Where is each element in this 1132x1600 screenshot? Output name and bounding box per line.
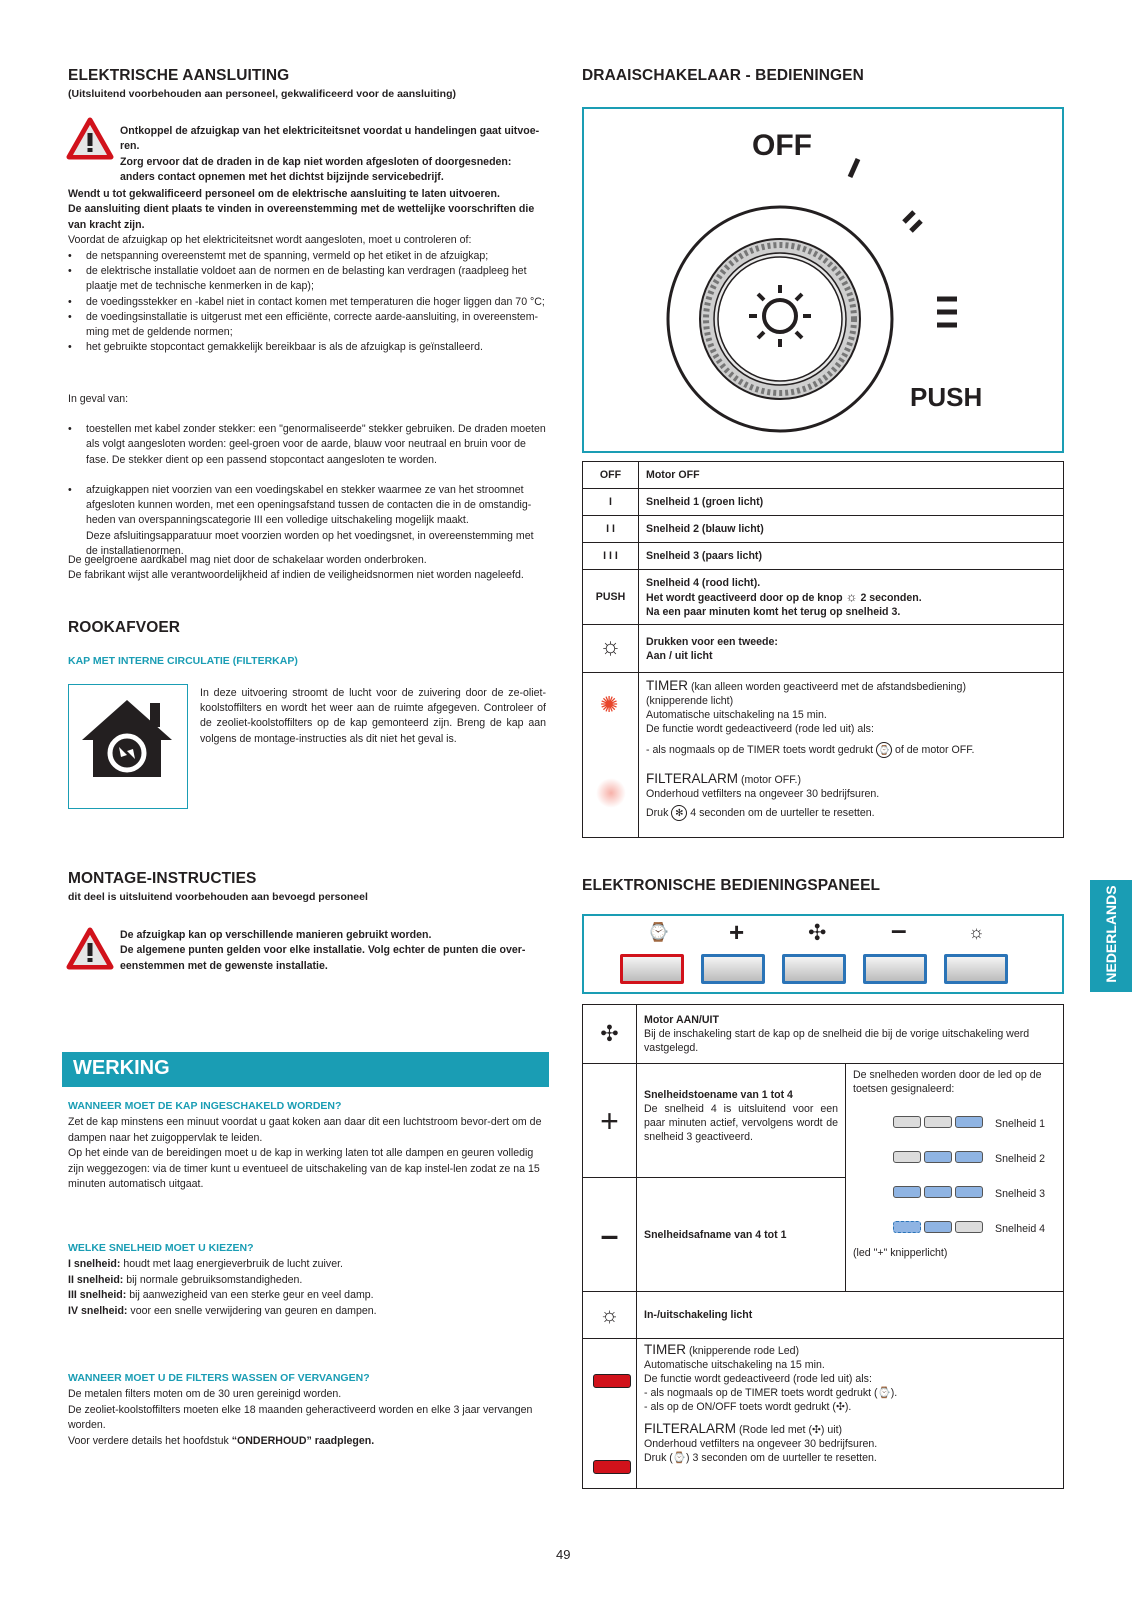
plus-button[interactable] — [701, 954, 765, 984]
electrical-bold-notes: Wendt u tot gekwalificeerd personeel om de elektrische aansluiting te laten uitvoeren. De aansluiting dient plaats te vinden in overeenstemming met de wettelijke voorschriften die van kracht zijn. — [68, 188, 535, 231]
panel-title: ELEKTRONISCHE BEDIENINGSPANEEL — [582, 877, 881, 894]
table-row: PUSH Snelheid 4 (rood licht). Het wordt geactiveerd door op de knop ☼ 2 seconden. Na een paar minuten komt het terug op snelheid 3. — [583, 570, 1064, 625]
minus-icon: – — [891, 914, 907, 945]
speed-3-indicator — [893, 1186, 989, 1202]
warning-icon — [66, 927, 114, 971]
table-row: ☼ In-/uitschakeling licht — [583, 1292, 1064, 1339]
list-item: • de voedingsinstallatie is uitgerust met een efficiënte, correcte aarde-aansluiting, in overeenstem-ming met de geldende normen; — [68, 310, 546, 340]
list-item: IV snelheid: voor een snelle verwijdering van geuren en dampen. — [68, 1304, 377, 1317]
electrical-intro: Voordat de afzuigkap op het elektriciteitsnet wordt aangesloten, moet u controleren of: — [68, 234, 472, 246]
rotary-title: DRAAISCHAKELAAR - BEDIENINGEN — [582, 67, 864, 84]
fan-icon: ✣ — [835, 1401, 845, 1413]
rotary-table — [582, 461, 1064, 838]
plus-icon: + — [729, 917, 745, 947]
timer-icon: ⌚ — [877, 1387, 891, 1399]
speed-indicator-note: De snelheden worden door de led op de toetsen gesignaleerd: — [853, 1069, 1042, 1095]
filter-alarm-led — [593, 1460, 631, 1474]
off-label: OFF — [752, 129, 812, 162]
speed-2-mark — [904, 212, 921, 231]
list-item: • afzuigkappen niet voorzien van een voedingskabel en stekker waarmee ze van het stroomnet afgesloten kunnen worden, met een openingsafstand tussen de contacten die in de omstandig-heden van overspanningscategorie III een volledige uitschakeling mogelijk maakt. Deze afsluitingsapparatuur moet voorzien worden op het voedingsnet, in overeenstemming met de installatienormen. — [68, 483, 546, 559]
mounting-warning: De afzuigkap kan op verschillende manieren gebruikt worden. De algemene punten gelden voor elke installatie. Volg echter de punten die over- eenstemmen met de gewenste installatie. — [120, 929, 526, 972]
list-item: • het gebruikte stopcontact gemakkelijk bereikbaar is als de afzuigkap is geïnstalleerd. — [68, 340, 546, 355]
minus-icon: – — [583, 1178, 637, 1292]
case-intro: In geval van: — [68, 393, 129, 405]
light-button[interactable] — [944, 954, 1008, 984]
electrical-title: ELEKTRISCHE AANSLUITING — [68, 67, 290, 84]
fan-icon: ✣ — [808, 920, 827, 945]
language-tab: NEDERLANDS — [1090, 880, 1132, 992]
motor-button[interactable] — [782, 954, 846, 984]
working-q3: WANNEER MOET U DE FILTERS WASSEN OF VERVANGEN? — [68, 1372, 370, 1384]
working-a1: Zet de kap minstens een minuut voordat u gaat koken aan daar dit een luchtstroom bevor-dert om de dampen naar het zuigoppervlak te leiden. Op het einde van de bereidingen moet u de kap in werking laten tot alle dampen en geuren volledig zijn weggezogen: via de timer kunt u eventueel de uitschakeling van de kap instel-len zodat ze na 15 minuten automatisch uitgaat. — [68, 1116, 542, 1191]
electrical-subtitle: (Uitsluitend voorbehouden aan personeel, gekwalificeerd voor de aansluiting) — [68, 88, 456, 100]
fan-icon: ✣ — [583, 1005, 637, 1064]
smoke-title: ROOKAFVOER — [68, 619, 181, 636]
warning-icon — [66, 117, 114, 161]
table-row: OFF Motor OFF — [583, 462, 1064, 489]
rotary-knob[interactable] — [668, 207, 892, 431]
electrical-footer: De geelgroene aardkabel mag niet door de schakelaar worden onderbroken. De fabrikant wijst alle verantwoordelijkheid af indien de veiligheidsnormen niet worden nageleefd. — [68, 554, 524, 582]
mounting-title: MONTAGE-INSTRUCTIES — [68, 870, 257, 887]
speed-list — [68, 1257, 548, 1319]
panel-table — [582, 1004, 1064, 1489]
speed-1-mark — [850, 159, 858, 177]
light-icon: ☼ — [845, 588, 858, 604]
table-row: ✺ TIMER (kan alleen worden geactiveerd met de afstandsbediening) (knipperende licht) Automatische uitschakeling na 15 min. De functie wordt gedeactiveerd (rode led uit) als: - als nogmaals op de TIMER toets wordt gedrukt ⌚ of de motor OFF. FILTERALARM (motor OFF.) Onderhoud vetfilters na ongeveer 30 bedrijfsuren. Druk ✻ 4 seconden om de uurteller te resetten. — [583, 673, 1064, 838]
table-row: ☼ Drukken voor een tweede: Aan / uit licht — [583, 625, 1064, 673]
electrical-warning: Ontkoppel de afzuigkap van het elektriciteitsnet voordat u handelingen gaat uitvoe- ren. Zorg ervoor dat de draden in de kap niet worden afgesloten of doorgesneden: anders contact opnemen met het dichtst bijzijnde servicebedrijf. — [120, 125, 540, 184]
minus-button[interactable] — [863, 954, 927, 984]
working-banner: WERKING — [62, 1052, 549, 1087]
filter-alarm-led — [596, 778, 626, 808]
electrical-cases — [68, 407, 546, 574]
recirculation-house-icon — [69, 685, 186, 807]
light-icon: ☼ — [599, 632, 622, 660]
timer-button[interactable] — [620, 954, 684, 984]
table-row: – Snelheidsafname van 4 tot 1 — [583, 1178, 1064, 1292]
page-number: 49 — [556, 1547, 571, 1562]
working-a3: De metalen filters moten om de 30 uren gereinigd worden. De zeoliet-koolstoffilters moeten elke 18 maanden geheractiveerd worden en elke 3 jaar vervangen worden. Voor verdere details het hoofdstuk “ONDERHOUD” raadplegen. — [68, 1388, 533, 1447]
list-item: • de voedingsstekker en -kabel niet in contact komen met temperaturen die hoger liggen dan 70 °C; — [68, 295, 546, 310]
list-item: III snelheid: bij aanwezigheid van een sterke geur en veel damp. — [68, 1289, 374, 1302]
list-item: I snelheid: houdt met laag energieverbruik de lucht zuiver. — [68, 1258, 343, 1270]
table-row: I I Snelheid 2 (blauw licht) — [583, 516, 1064, 543]
recirculation-icon-box — [68, 684, 188, 809]
light-icon: ☼ — [583, 1292, 637, 1339]
working-q1: WANNEER MOET DE KAP INGESCHAKELD WORDEN? — [68, 1100, 342, 1112]
table-row: TIMER (knipperende rode Led) Automatische uitschakeling na 15 min. De functie wordt gedeactiveerd (rode led uit) als: - als nogmaals op de TIMER toets wordt gedrukt (⌚). - als op de ON/OFF toets wordt gedrukt (✣). FILTERALARM (Rode led met (✣) uit) Onderhoud vetfilters na ongeveer 30 bedrijfsuren. Druk (⌚) 3 seconden om de uurteller te resetten. — [583, 1339, 1064, 1489]
table-row: I I I Snelheid 3 (paars licht) — [583, 543, 1064, 570]
speed-2-indicator — [893, 1151, 989, 1167]
timer-blink-icon: ✺ — [600, 692, 619, 717]
list-item: • de netspanning overeenstemt met de spanning, vermeld op het etiket in de afzuigkap; — [68, 249, 546, 264]
speed-3-mark — [937, 299, 957, 325]
rotary-knob-diagram — [582, 107, 1064, 453]
speed-4-indicator — [893, 1221, 989, 1237]
list-item: • de elektrische installatie voldoet aan de normen en de belasting kan verdragen (raadpleeg het plaatje met de technische kenmerken in de kap); — [68, 264, 546, 294]
fan-icon: ✣ — [811, 1424, 821, 1436]
mounting-subtitle: dit deel is uitsluitend voorbehouden aan bevoegd personeel — [68, 891, 368, 903]
push-label: PUSH — [910, 382, 983, 412]
control-panel-diagram — [582, 914, 1064, 994]
timer-led-blinking — [593, 1374, 631, 1388]
filter-icon: ✻ — [671, 805, 687, 821]
table-row: I Snelheid 1 (groen licht) — [583, 489, 1064, 516]
timer-icon: ⌚ — [672, 1452, 687, 1464]
timer-icon: ⌚ — [647, 922, 670, 942]
table-row: + Snelheidstoename van 1 tot 4 De snelheid 4 is uitsluitend voor een paar minuten actief, vervolgens wordt de snelheid 3 geactiveerd. De snelheden worden door de led op de toetsen gesignaleerd: Snelheid 1 Snelheid 2 Snelheid 3 Snelheid 4 (led "+" knipperlicht) — [583, 1064, 1064, 1178]
working-q2: WELKE SNELHEID MOET U KIEZEN? — [68, 1242, 254, 1254]
list-item: • toestellen met kabel zonder stekker: een "genormaliseerde" stekker gebruiken. De draden moeten als volgt aangesloten worden: geel-groen voor de aarde, blauw voor neutraal en bruin voor de fase. De stekker dient op een passend stopcontact aangesloten te worden. — [68, 422, 546, 468]
light-icon: ☼ — [968, 922, 985, 942]
plus-icon: + — [583, 1064, 637, 1178]
smoke-text: In deze uitvoering stroomt de lucht voor de zuivering door de ze-oliet-koolstoffilters en wordt het weer aan de ruimte afgegeven. Controleer of de zeoliet-koolstoffilters op de kap gemonteerd zijn. Breng de kap aan volgens de montage-instructies als dit niet het geval is. — [200, 687, 546, 745]
list-item: II snelheid: bij normale gebruiksomstandigheden. — [68, 1273, 303, 1286]
timer-icon: ⌚ — [876, 742, 892, 758]
smoke-subtitle: KAP MET INTERNE CIRCULATIE (FILTERKAP) — [68, 655, 298, 667]
speed-1-indicator — [893, 1116, 989, 1132]
electrical-checks — [68, 249, 546, 355]
table-row: ✣ Motor AAN/UIT Bij de inschakeling start de kap op de snelheid die bij de vorige uitschakeling werd vastgelegd. — [583, 1005, 1064, 1064]
